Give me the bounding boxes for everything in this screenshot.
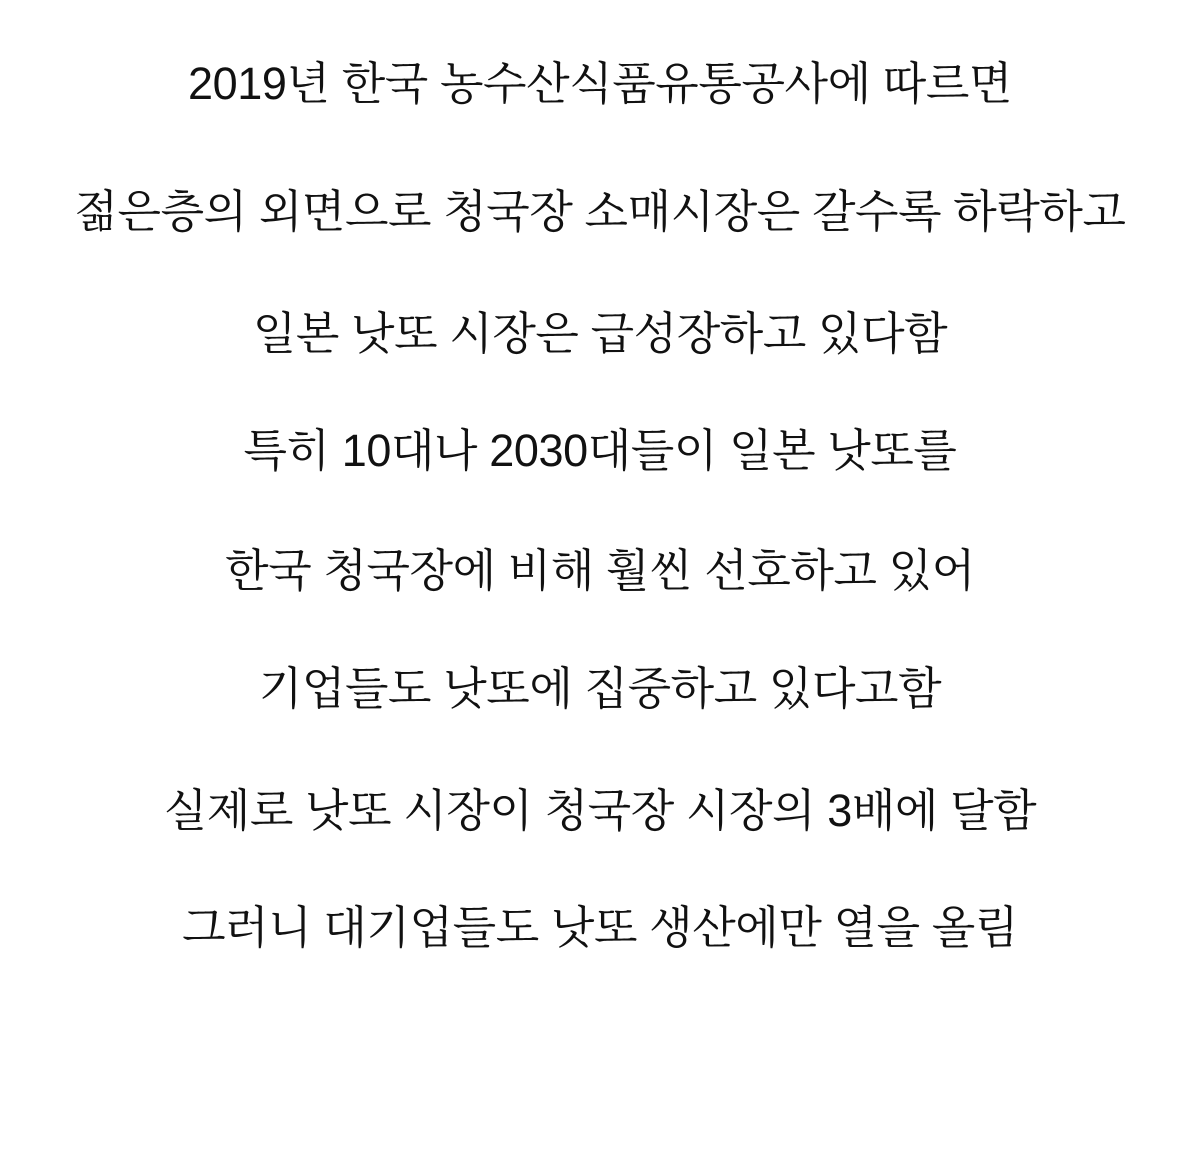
text-line-4: 특히 10대나 2030대들이 일본 낫또를 bbox=[243, 425, 957, 477]
text-line-1: 2019년 한국 농수산식품유통공사에 따르면 bbox=[188, 58, 1012, 109]
text-line-5: 한국 청국장에 비해 훨씬 선호하고 있어 bbox=[225, 545, 975, 596]
text-line-6: 기업들도 낫또에 집중하고 있다고함 bbox=[258, 662, 942, 714]
text-line-3: 일본 낫또 시장은 급성장하고 있다함 bbox=[252, 307, 948, 359]
text-line-2: 젊은층의 외면으로 청국장 소매시장은 갈수록 하락하고 bbox=[74, 185, 1126, 237]
text-line-7: 실제로 낫또 시장이 청국장 시장의 3배에 달함 bbox=[163, 784, 1037, 836]
text-line-8: 그러니 대기업들도 낫또 생산에만 열을 올림 bbox=[182, 902, 1018, 954]
